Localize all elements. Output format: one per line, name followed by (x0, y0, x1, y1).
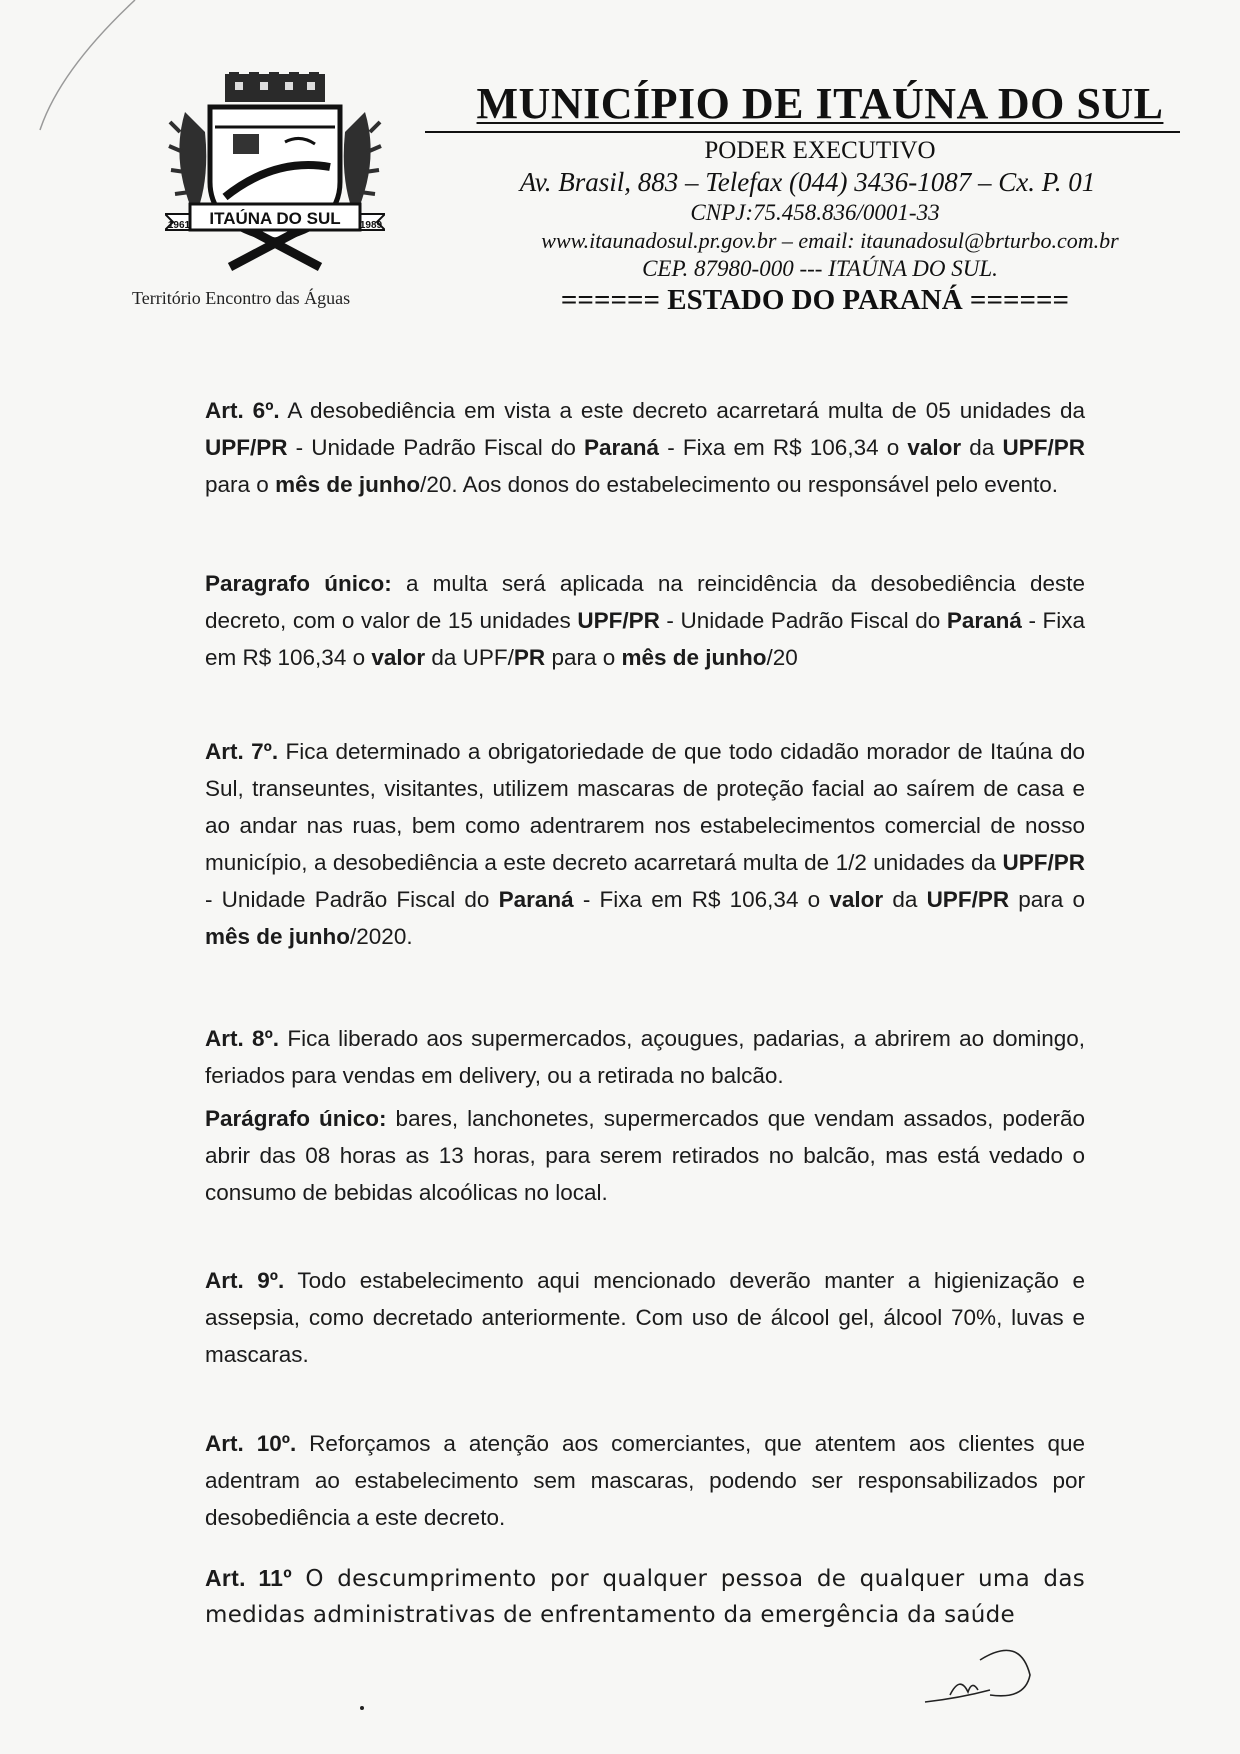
article-text: /20 (766, 645, 798, 670)
article-bold: UPF/PR (926, 887, 1010, 912)
article-text: - Unidade Padrão Fiscal do (287, 435, 584, 460)
article-bold: Paraná (498, 887, 574, 912)
article-text: a multa será aplicada na reincidência da desobediência deste decreto, com o valor de 15 unidades (205, 571, 1086, 633)
article-label: Art. 9º. (205, 1268, 285, 1293)
ink-dot (360, 1706, 364, 1710)
article-text: - Fixa em R$ 106,34 o (573, 887, 830, 912)
address-line: Av. Brasil, 883 – Telefax (044) 3436-1087 – Cx. P. 01 (519, 167, 1096, 197)
article-bold: UPF/PR (1002, 435, 1085, 460)
article-11 (205, 1560, 1085, 1633)
article-text: O descumprimento por qualquer pessoa de qualquer uma das medidas administrativas de enfrentamento da emergência da saúde (205, 1566, 1085, 1628)
article-text: para o (1009, 887, 1086, 912)
article-text: /20. Aos donos do estabelecimento ou responsável pelo evento. (420, 472, 1059, 497)
article-7 (205, 733, 1085, 955)
cnpj-line: CNPJ:75.458.836/0001-33 (690, 200, 940, 225)
article-6-paragraph (205, 565, 1085, 676)
article-text: bares, lanchonetes, supermercados que vendam assados, poderão abrir das 08 horas as 13 horas, para serem retirados no balcão, mas está vedado o consumo de bebidas alcoólicas no local. (205, 1106, 1085, 1205)
article-text: da (883, 887, 927, 912)
article-bold: UPF/PR (577, 608, 660, 633)
article-text: da (961, 435, 1003, 460)
crest-caption: Território Encontro das Águas (132, 288, 351, 308)
article-text: para o (205, 472, 276, 497)
paragraph-label: Parágrafo único: (205, 1106, 387, 1131)
article-9 (205, 1262, 1085, 1373)
municipal-crest-logo (165, 72, 385, 272)
article-text: Fica determinado a obrigatoriedade de que todo cidadão morador de Itaúna do Sul, transeuntes, visitantes, utilizem mascaras de proteção facial ao saírem de casa e ao andar nas ruas, bem como adentrarem nos estabelecimentos comercial de nosso município, a desobediência a este decreto acarretará multa de 1/2 unidades da (205, 739, 1085, 875)
article-text: - Unidade Padrão Fiscal do (205, 887, 499, 912)
article-bold: valor (371, 645, 426, 670)
crest-year-left: 1961 (167, 220, 191, 231)
article-bold: Paraná (946, 608, 1022, 633)
article-text: - Fixa em R$ 106,34 o (205, 608, 1085, 670)
article-bold: PR (513, 645, 546, 670)
article-6 (205, 392, 1085, 503)
web-email-line: www.itaunadosul.pr.gov.br – email: itaunadosul@brturbo.com.br (541, 228, 1119, 253)
article-bold: mês de junho (205, 924, 351, 949)
municipality-title: MUNICÍPIO DE ITAÚNA DO SUL (476, 79, 1164, 128)
article-10 (205, 1425, 1085, 1536)
letterhead (400, 78, 1200, 317)
article-bold: Paraná (584, 435, 660, 460)
article-label: Art. 6º. (205, 398, 280, 423)
article-text: Reforçamos a atenção aos comerciantes, que atentem aos clientes que adentram ao estabelecimento sem mascaras, podendo ser responsabilizados por desobediência a este decreto. (205, 1431, 1085, 1530)
article-bold: UPF/PR (205, 435, 288, 460)
article-text: - Fixa em R$ 106,34 o (659, 435, 908, 460)
article-text: para o (545, 645, 622, 670)
article-bold: UPF/PR (1002, 850, 1085, 875)
crest-year-right: 1989 (359, 220, 383, 231)
branch-line: PODER EXECUTIVO (704, 137, 936, 164)
article-text: da UPF/ (425, 645, 514, 670)
article-bold: mês de junho (621, 645, 767, 670)
article-text: - Unidade Padrão Fiscal do (659, 608, 947, 633)
article-text: Todo estabelecimento aqui mencionado deverão manter a higienização e assepsia, como decretado anteriormente. Com uso de álcool gel, álcool 70%, luvas e mascaras. (205, 1268, 1085, 1367)
article-label: Art. 7º. (205, 739, 279, 764)
crest-banner-text: ITAÚNA DO SUL (209, 209, 341, 228)
cep-line: CEP. 87980-000 --- ITAÚNA DO SUL. (642, 256, 998, 281)
article-bold: mês de junho (275, 472, 421, 497)
paragraph-label: Paragrafo único: (205, 571, 392, 596)
article-label: Art. 10º. (205, 1431, 297, 1456)
page-fold-line (0, 0, 160, 140)
article-8 (205, 1020, 1085, 1094)
article-text: Fica liberado aos supermercados, açougues, padarias, a abrirem ao domingo, feriados para vendas em delivery, ou a retirada no balcão. (205, 1026, 1086, 1088)
article-bold: valor (907, 435, 962, 460)
handwritten-initials-signature (920, 1640, 1040, 1715)
article-text: /2020. (350, 924, 413, 949)
state-line: ====== ESTADO DO PARANÁ ====== (560, 284, 1070, 316)
article-text: A desobediência em vista a este decreto acarretará multa de 05 unidades da (279, 398, 1086, 423)
title-double-underline (425, 131, 1180, 133)
article-bold: valor (829, 887, 884, 912)
article-8-paragraph (205, 1100, 1085, 1211)
article-label: Art. 11º (205, 1565, 292, 1591)
article-label: Art. 8º. (205, 1026, 280, 1051)
